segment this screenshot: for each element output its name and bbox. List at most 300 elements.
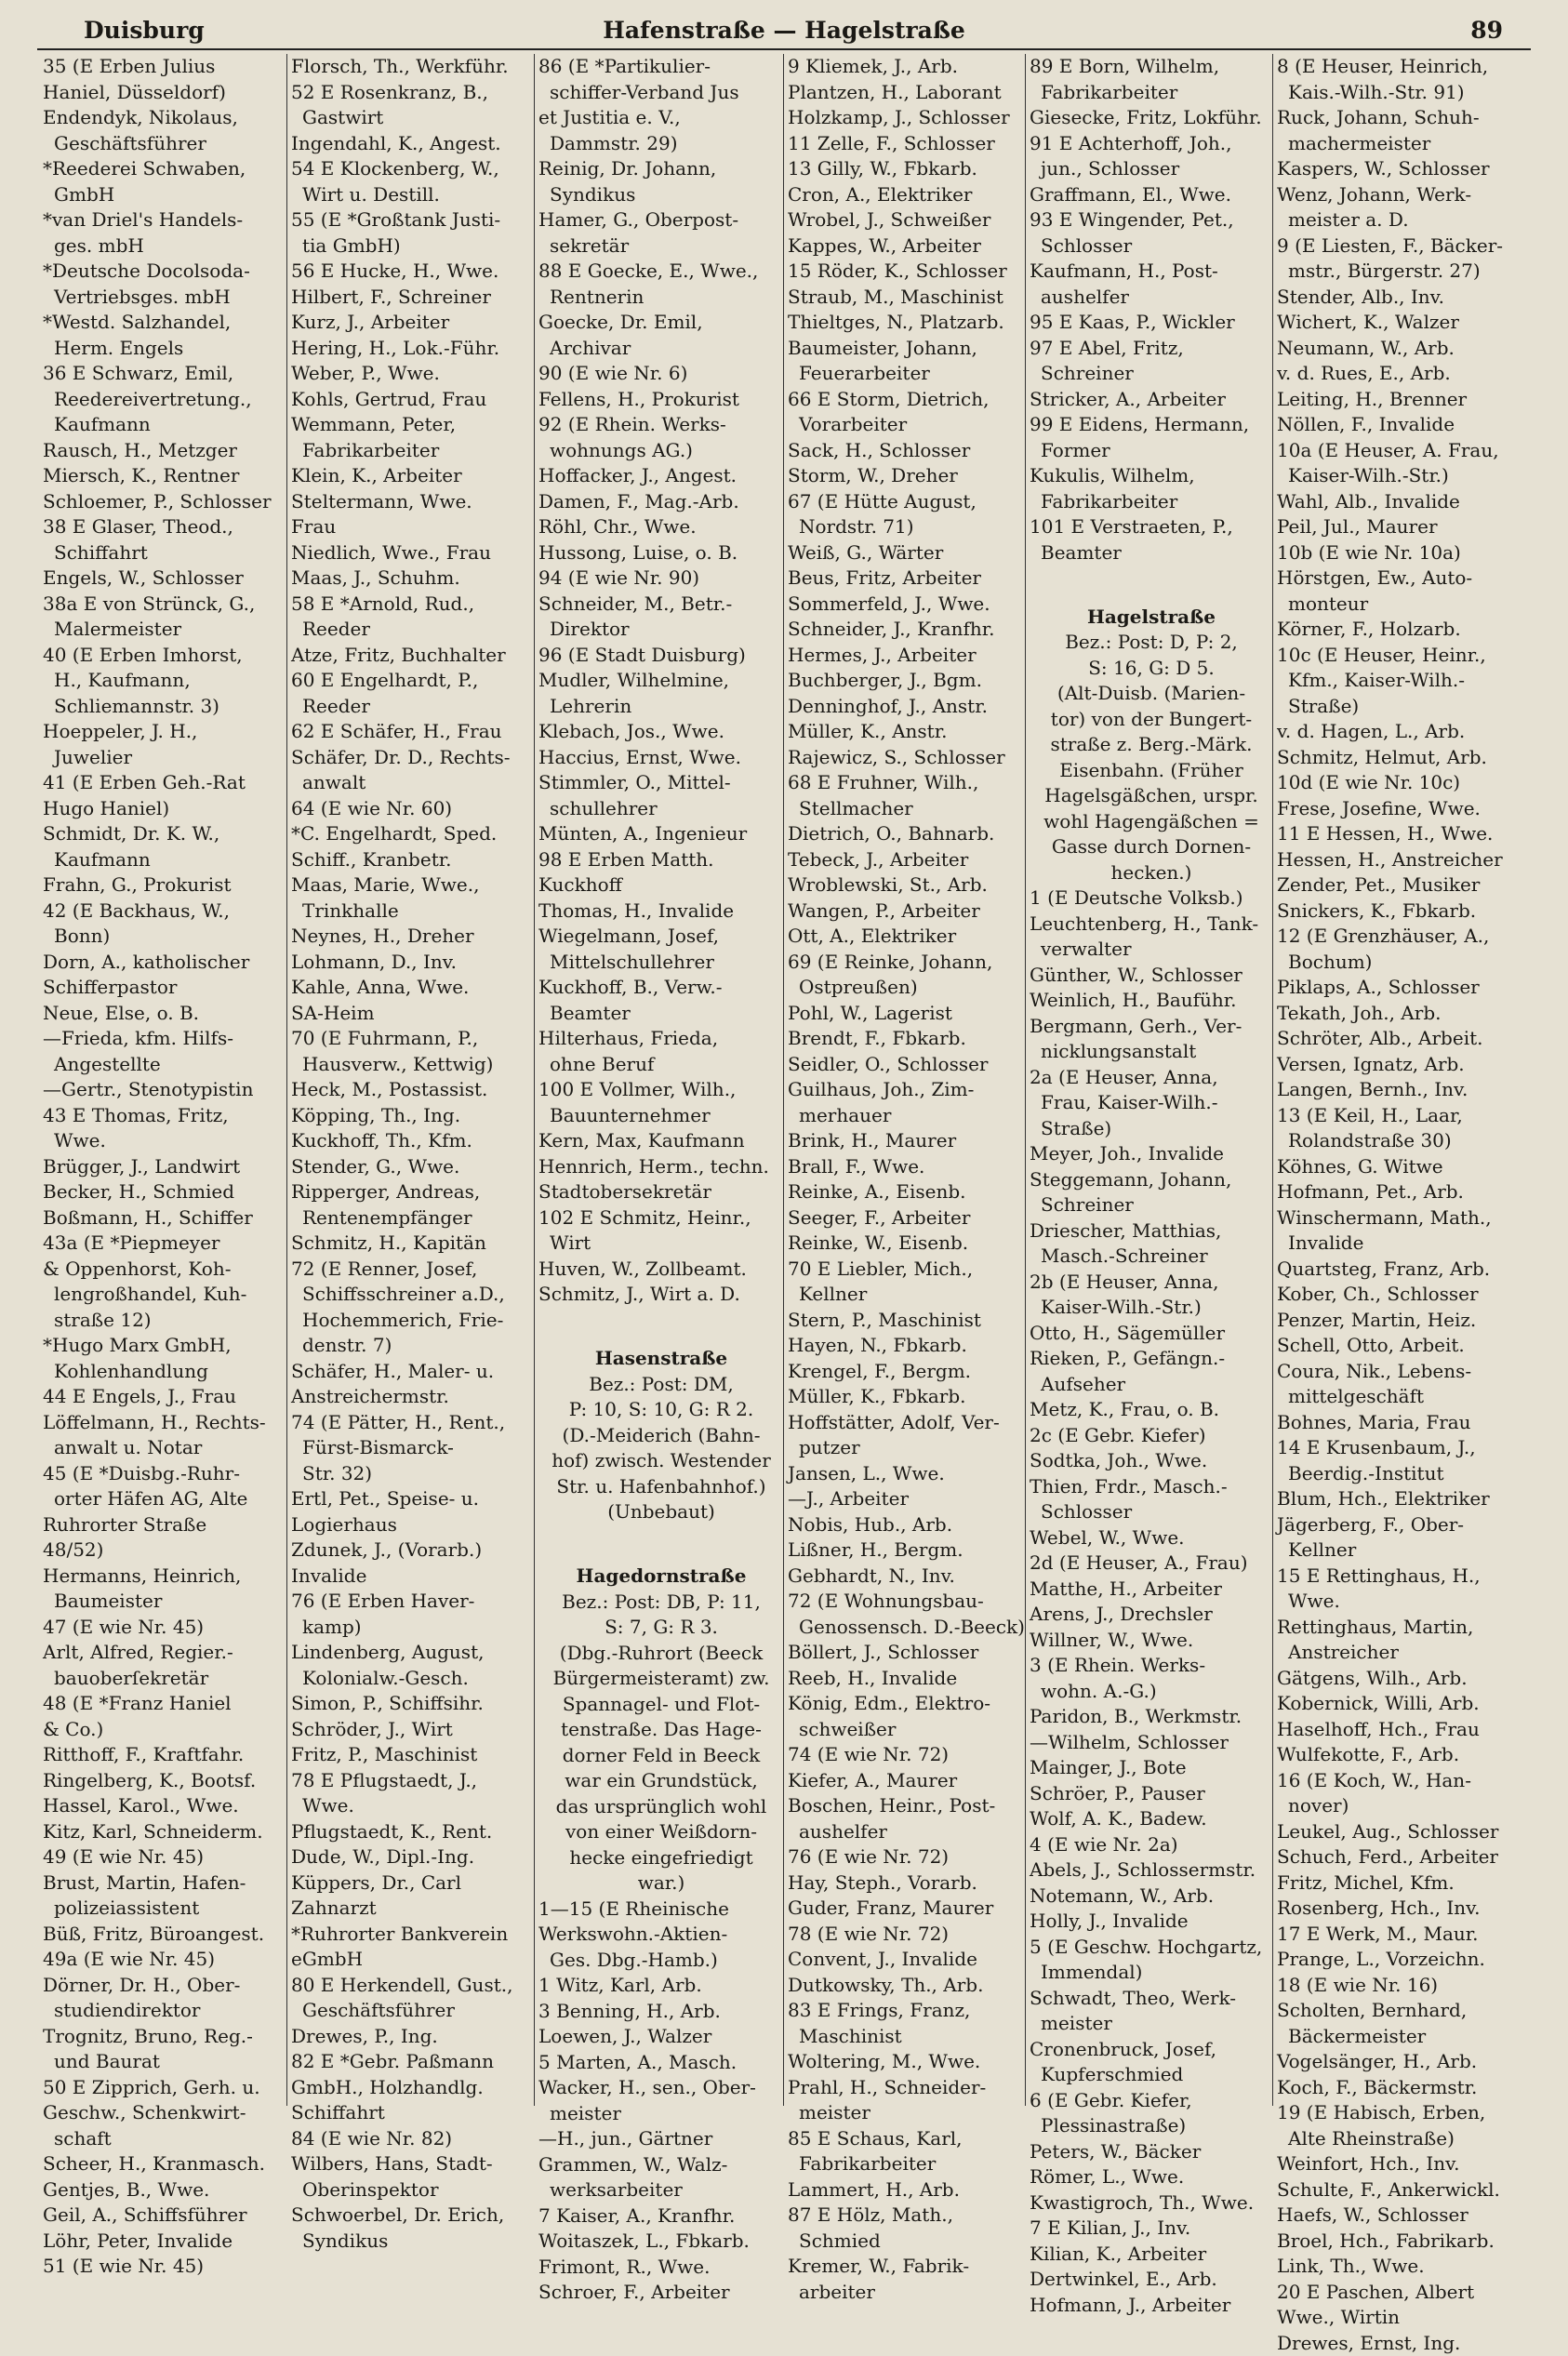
directory-entry: 47 (E wie Nr. 45)	[39, 1615, 286, 1641]
directory-entry: Frau, Kaiser-Wilh.-	[1026, 1090, 1273, 1116]
directory-entry: Grammen, W., Walz-	[535, 2152, 784, 2178]
directory-entry: *Reederei Schwaben,	[39, 156, 286, 182]
directory-entry: Rausch, H., Metzger	[39, 438, 286, 464]
directory-entry: Werkswohn.-Aktien-	[535, 1922, 784, 1948]
directory-entry: 94 (E wie Nr. 90)	[535, 566, 784, 592]
directory-entry: 2a (E Heuser, Anna,	[1026, 1065, 1273, 1091]
directory-entry: 10c (E Heuser, Heinr.,	[1273, 643, 1528, 669]
directory-entry: Willner, W., Wwe.	[1026, 1628, 1273, 1654]
directory-entry: Schroer, F., Arbeiter	[535, 2280, 784, 2306]
directory-entry: Fabrikarbeiter	[1026, 489, 1273, 515]
directory-entry: Drewes, P., Ing.	[287, 2024, 535, 2050]
directory-entry: 6 (E Gebr. Kiefer,	[1026, 2088, 1273, 2114]
directory-entry: 93 E Wingender, Pet.,	[1026, 207, 1273, 233]
street-description: Bürgermeisteramt) zw.	[535, 1666, 784, 1692]
spacer	[1026, 566, 1273, 592]
street-description: war.)	[535, 1870, 784, 1897]
directory-entry: —J., Arbeiter	[784, 1486, 1026, 1512]
directory-entry: Straße)	[1273, 694, 1528, 720]
directory-entry: 62 E Schäfer, H., Frau	[287, 719, 535, 745]
street-description: Gasse durch Dornen-	[1026, 834, 1273, 860]
directory-entry: Reinke, W., Eisenb.	[784, 1231, 1026, 1257]
directory-entry: Wwe.	[287, 1793, 535, 1819]
directory-entry: 102 E Schmitz, Heinr.,	[535, 1205, 784, 1231]
directory-entry: 10a (E Heuser, A. Frau,	[1273, 438, 1528, 464]
directory-entry: Dertwinkel, E., Arb.	[1026, 2267, 1273, 2293]
directory-entry: 78 E Pflugstaedt, J.,	[287, 1768, 535, 1794]
directory-entry: Scheer, H., Kranmasch.	[39, 2151, 286, 2177]
directory-entry: Wroblewski, St., Arb.	[784, 872, 1026, 898]
directory-entry: Hassel, Karol., Wwe.	[39, 1793, 286, 1819]
directory-entry: —Gertr., Stenotypistin	[39, 1077, 286, 1103]
directory-entry: König, Edm., Elektro-	[784, 1691, 1026, 1717]
directory-entry: Fabrikarbeiter	[1026, 80, 1273, 106]
directory-entry: Kober, Ch., Schlosser	[1273, 1282, 1528, 1308]
directory-entry: Notemann, W., Arb.	[1026, 1883, 1273, 1910]
directory-entry: Schiffsschreiner a.D.,	[287, 1282, 535, 1308]
directory-entry: 17 E Werk, M., Maur.	[1273, 1922, 1528, 1948]
directory-entry: Sodtka, Joh., Wwe.	[1026, 1448, 1273, 1474]
directory-entry: 70 E Liebler, Mich.,	[784, 1257, 1026, 1283]
directory-entry: Dorn, A., katholischer	[39, 950, 286, 976]
directory-entry: Beamter	[535, 1001, 784, 1027]
directory-entry: Leiting, H., Brenner	[1273, 387, 1528, 413]
directory-entry: Kais.-Wilh.-Str. 91)	[1273, 80, 1528, 106]
directory-entry: 83 E Frings, Franz,	[784, 1998, 1026, 2024]
directory-entry: 48 (E *Franz Haniel	[39, 1691, 286, 1717]
street-description: (Dbg.-Ruhrort (Beeck	[535, 1641, 784, 1667]
directory-entry: Steltermann, Wwe.	[287, 489, 535, 515]
directory-entry: Geil, A., Schiffsführer	[39, 2203, 286, 2229]
street-description: Bez.: Post: D, P: 2,	[1026, 630, 1273, 656]
directory-entry: 15 Röder, K., Schlosser	[784, 259, 1026, 285]
directory-entry: Schiffahrt	[287, 2100, 535, 2126]
street-description: Bez.: Post: DB, P: 11,	[535, 1590, 784, 1616]
directory-entry: 74 (E Pätter, H., Rent.,	[287, 1410, 535, 1436]
directory-entry: werksarbeiter	[535, 2177, 784, 2203]
directory-entry: Drewes, Ernst, Ing.	[1273, 2331, 1528, 2356]
page-number: 89	[1470, 17, 1503, 44]
directory-entry: Maschinist	[784, 2024, 1026, 2050]
directory-entry: 92 (E Rhein. Werks-	[535, 412, 784, 438]
directory-entry: Anstreicher	[1273, 1640, 1528, 1666]
directory-entry: Hamer, G., Oberpost-	[535, 207, 784, 233]
directory-entry: 41 (E Erben Geh.-Rat	[39, 770, 286, 796]
directory-entry: 55 (E *Großtank Justi-	[287, 207, 535, 233]
directory-entry: Kuckhoff, B., Verw.-	[535, 975, 784, 1001]
directory-entry: Lohmann, D., Inv.	[287, 950, 535, 976]
street-heading: Hagedornstraße	[535, 1564, 784, 1590]
directory-entry: Schröer, P., Pauser	[1026, 1781, 1273, 1807]
directory-entry: 11 E Hessen, H., Wwe.	[1273, 821, 1528, 847]
directory-entry: sekretär	[535, 233, 784, 260]
directory-entry: Dutkowsky, Th., Arb.	[784, 1973, 1026, 1999]
directory-entry: Dude, W., Dipl.-Ing.	[287, 1844, 535, 1870]
directory-entry: 67 (E Hütte August,	[784, 489, 1026, 515]
directory-entry: Prange, L., Vorzeichn.	[1273, 1947, 1528, 1973]
directory-entry: Küppers, Dr., Carl	[287, 1870, 535, 1897]
directory-entry: Reeb, H., Invalide	[784, 1666, 1026, 1692]
directory-entry: mittelgeschäft	[1273, 1384, 1528, 1410]
directory-entry: SA-Heim	[287, 1001, 535, 1027]
directory-entry: Pohl, W., Lagerist	[784, 1001, 1026, 1027]
directory-entry: putzer	[784, 1435, 1026, 1461]
directory-entry: Ges. Dbg.-Hamb.)	[535, 1948, 784, 1974]
street-description: Str. u. Hafenbahnhof.)	[535, 1474, 784, 1500]
directory-entry: Archivar	[535, 336, 784, 362]
directory-entry: Hoeppeler, J. H.,	[39, 719, 286, 745]
directory-entry: Stimmler, O., Mittel-	[535, 770, 784, 796]
directory-entry: Büß, Fritz, Büroangest.	[39, 1922, 286, 1948]
directory-entry: 90 (E wie Nr. 6)	[535, 361, 784, 387]
directory-entry: 16 (E Koch, W., Han-	[1273, 1768, 1528, 1794]
directory-entry: Reedereivertretung.,	[39, 387, 286, 413]
directory-entry: 99 E Eidens, Hermann,	[1026, 412, 1273, 438]
street-description: Eisenbahn. (Früher	[1026, 758, 1273, 784]
directory-entry: Straub, M., Maschinist	[784, 285, 1026, 311]
directory-entry: Brügger, J., Landwirt	[39, 1154, 286, 1180]
directory-entry: v. d. Hagen, L., Arb.	[1273, 719, 1528, 745]
directory-entry: aushelfer	[1026, 285, 1273, 311]
directory-entry: Tebeck, J., Arbeiter	[784, 847, 1026, 873]
directory-entry: 8 (E Heuser, Heinrich,	[1273, 54, 1528, 80]
directory-entry: Haselhoff, Hch., Frau	[1273, 1717, 1528, 1743]
directory-entry: Schreiner	[1026, 361, 1273, 387]
directory-entry: Piklaps, A., Schlosser	[1273, 975, 1528, 1001]
directory-entry: Storm, W., Dreher	[784, 463, 1026, 489]
directory-entry: Steggemann, Johann,	[1026, 1167, 1273, 1193]
directory-entry: Leuchtenberg, H., Tank-	[1026, 912, 1273, 938]
directory-entry: Schmied	[784, 2229, 1026, 2255]
directory-entry: Rettinghaus, Martin,	[1273, 1615, 1528, 1641]
directory-entry: Baumeister, Johann,	[784, 336, 1026, 362]
directory-entry: Guder, Franz, Maurer	[784, 1896, 1026, 1922]
directory-entry: 95 E Kaas, P., Wickler	[1026, 310, 1273, 336]
directory-entry: 1 (E Deutsche Volksb.)	[1026, 885, 1273, 912]
directory-entry: 85 E Schaus, Karl,	[784, 2126, 1026, 2152]
directory-entry: Baumeister	[39, 1589, 286, 1615]
directory-entry: Wwe.	[39, 1128, 286, 1154]
directory-entry: Hofmann, J., Arbeiter	[1026, 2293, 1273, 2319]
street-description: Bez.: Post: DM,	[535, 1372, 784, 1398]
directory-entry: Kitz, Karl, Schneiderm.	[39, 1819, 286, 1845]
directory-entry: Wrobel, J., Schweißer	[784, 207, 1026, 233]
directory-entry: Holly, J., Invalide	[1026, 1909, 1273, 1935]
directory-entry: Kiefer, A., Maurer	[784, 1768, 1026, 1794]
directory-entry: Stellmacher	[784, 796, 1026, 822]
directory-entry: 43a (E *Piepmeyer	[39, 1231, 286, 1257]
directory-entry: v. d. Rues, E., Arb.	[1273, 361, 1528, 387]
directory-entry: Wemmann, Peter,	[287, 412, 535, 438]
directory-entry: 2b (E Heuser, Anna,	[1026, 1270, 1273, 1296]
directory-entry: Paridon, B., Werkmstr.	[1026, 1704, 1273, 1730]
directory-entry: *van Driel's Handels-	[39, 207, 286, 233]
page-header	[37, 13, 1531, 50]
directory-entry: anwalt u. Notar	[39, 1435, 286, 1461]
directory-entry: Klebach, Jos., Wwe.	[535, 719, 784, 745]
directory-entry: Sack, H., Schlosser	[784, 438, 1026, 464]
directory-entry: Jägerberg, F., Ober-	[1273, 1512, 1528, 1538]
directory-entry: Schäfer, Dr. D., Rechts-	[287, 745, 535, 771]
directory-entry: H., Kaufmann,	[39, 668, 286, 694]
directory-entry: meister	[535, 2101, 784, 2127]
street-description: (D.-Meiderich (Bahn-	[535, 1423, 784, 1449]
directory-entry: 5 (E Geschw. Hochgartz,	[1026, 1935, 1273, 1961]
directory-entry: wohnungs AG.)	[535, 438, 784, 464]
directory-entry: 1 Witz, Karl, Arb.	[535, 1973, 784, 1999]
directory-entry: 11 Zelle, F., Schlosser	[784, 131, 1026, 157]
directory-entry: arbeiter	[784, 2280, 1026, 2306]
street-description: (Alt-Duisb. (Marien-	[1026, 681, 1273, 707]
directory-entry: Fabrikarbeiter	[784, 2151, 1026, 2177]
directory-entry: Jansen, L., Wwe.	[784, 1461, 1026, 1487]
directory-entry: Hessen, H., Anstreicher	[1273, 847, 1528, 873]
directory-entry: 97 E Abel, Fritz,	[1026, 336, 1273, 362]
directory-entry: Haefs, W., Schlosser	[1273, 2203, 1528, 2229]
directory-entry: Str. 32)	[287, 1461, 535, 1487]
directory-entry: Hoffacker, J., Angest.	[535, 463, 784, 489]
directory-entry: Kaiser-Wilh.-Str.)	[1273, 463, 1528, 489]
directory-entry: 100 E Vollmer, Wilh.,	[535, 1077, 784, 1103]
directory-entry: Frimont, R., Wwe.	[535, 2255, 784, 2281]
directory-entry: Huven, W., Zollbeamt.	[535, 1257, 784, 1283]
directory-entry: Boßmann, H., Schiffer	[39, 1205, 286, 1231]
directory-entry: Hofmann, Pet., Arb.	[1273, 1179, 1528, 1205]
directory-entry: Stern, P., Maschinist	[784, 1308, 1026, 1334]
directory-entry: Schneider, M., Betr.-	[535, 592, 784, 618]
directory-entry: 1—15 (E Rheinische	[535, 1897, 784, 1923]
directory-entry: GmbH	[39, 182, 286, 208]
directory-entry: Beerdig.-Institut	[1273, 1461, 1528, 1487]
directory-entry: Neue, Else, o. B.	[39, 1001, 286, 1027]
directory-entry: Malermeister	[39, 617, 286, 643]
directory-entry: Geschäftsführer	[39, 131, 286, 157]
directory-entry: 45 (E *Duisbg.-Ruhr-	[39, 1461, 286, 1487]
directory-entry: 14 E Krusenbaum, J.,	[1273, 1435, 1528, 1461]
column-4	[783, 54, 1026, 2106]
directory-entry: Invalide	[1273, 1231, 1528, 1257]
directory-entry: Stadtobersekretär	[535, 1179, 784, 1205]
directory-entry: Reeder	[287, 694, 535, 720]
directory-entry: Aufseher	[1026, 1372, 1273, 1398]
directory-entry: anwalt	[287, 770, 535, 796]
directory-entry: Blum, Hch., Elektriker	[1273, 1486, 1528, 1512]
directory-entry: Loewen, J., Walzer	[535, 2024, 784, 2050]
directory-entry: merhauer	[784, 1103, 1026, 1129]
directory-entry: Rentnerin	[535, 285, 784, 311]
street-description: wohl Hagengäßchen =	[1026, 809, 1273, 835]
directory-entry: Kremer, W., Fabrik-	[784, 2254, 1026, 2280]
directory-entry: bauoberſekretär	[39, 1666, 286, 1692]
street-description: S: 16, G: D 5.	[1026, 656, 1273, 682]
directory-entry: Penzer, Martin, Heiz.	[1273, 1308, 1528, 1334]
directory-entry: orter Häfen AG, Alte	[39, 1486, 286, 1512]
directory-entry: 9 Kliemek, J., Arb.	[784, 54, 1026, 80]
directory-entry: Zahnarzt	[287, 1896, 535, 1922]
directory-entry: Vorarbeiter	[784, 412, 1026, 438]
directory-entry: 54 E Klockenberg, W.,	[287, 156, 535, 182]
street-description: S: 7, G: R 3.	[535, 1615, 784, 1641]
directory-entry: *Ruhrorter Bankverein	[287, 1922, 535, 1948]
directory-entry: Fürst-Bismarck-	[287, 1435, 535, 1461]
directory-entry: Direktor	[535, 617, 784, 643]
directory-entry: lengroßhandel, Kuh-	[39, 1282, 286, 1308]
directory-entry: Günther, W., Schlosser	[1026, 963, 1273, 989]
directory-entry: Feuerarbeiter	[784, 361, 1026, 387]
directory-entry: tia GmbH)	[287, 233, 535, 260]
directory-entry: 4 (E wie Nr. 2a)	[1026, 1832, 1273, 1858]
directory-entry: Schwoerbel, Dr. Erich,	[287, 2203, 535, 2229]
directory-entry: Bohnes, Maria, Frau	[1273, 1410, 1528, 1436]
directory-entry: et Justitia e. V.,	[535, 105, 784, 131]
directory-entry: 10b (E wie Nr. 10a)	[1273, 540, 1528, 566]
directory-entry: 82 E *Gebr. Paßmann	[287, 2049, 535, 2075]
directory-entry: Klein, K., Arbeiter	[287, 463, 535, 489]
directory-entry: Mudler, Wilhelmine,	[535, 668, 784, 694]
street-description: Hagelsgäßchen, urspr.	[1026, 783, 1273, 809]
directory-entry: Former	[1026, 438, 1273, 464]
directory-entry: Hering, H., Lok.-Führ.	[287, 336, 535, 362]
directory-entry: Krengel, F., Bergm.	[784, 1359, 1026, 1385]
directory-entry: Kaspers, W., Schlosser	[1273, 156, 1528, 182]
street-description: hecke eingefriedigt	[535, 1845, 784, 1871]
directory-entry: 96 (E Stadt Duisburg)	[535, 643, 784, 669]
directory-entry: aushelfer	[784, 1819, 1026, 1845]
directory-entry: nover)	[1273, 1793, 1528, 1819]
directory-entry: Lammert, H., Arb.	[784, 2177, 1026, 2203]
directory-entry: Seeger, F., Arbeiter	[784, 1205, 1026, 1231]
directory-entry: Schäfer, H., Maler- u.	[287, 1359, 535, 1385]
directory-entry: 101 E Verstraeten, P.,	[1026, 514, 1273, 540]
directory-entry: kamp)	[287, 1615, 535, 1641]
directory-entry: Reeder	[287, 617, 535, 643]
directory-entry: 60 E Engelhardt, P.,	[287, 668, 535, 694]
directory-entry: Matthe, H., Arbeiter	[1026, 1577, 1273, 1603]
directory-entry: Trinkhalle	[287, 898, 535, 925]
directory-entry: Schlosser	[1026, 233, 1273, 260]
directory-entry: Wilbers, Hans, Stadt-	[287, 2151, 535, 2177]
directory-entry: *C. Engelhardt, Sped.	[287, 821, 535, 847]
directory-entry: Zender, Pet., Musiker	[1273, 872, 1528, 898]
directory-entry: Schloemer, P., Schlosser	[39, 489, 286, 515]
directory-entry: Römer, L., Wwe.	[1026, 2164, 1273, 2190]
directory-entry: Lindenberg, August,	[287, 1640, 535, 1666]
directory-entry: Kappes, W., Arbeiter	[784, 233, 1026, 260]
directory-entry: 38 E Glaser, Theod.,	[39, 514, 286, 540]
directory-entry: Kahle, Anna, Wwe.	[287, 975, 535, 1001]
column-2	[286, 54, 535, 2106]
directory-entry: Frese, Josefine, Wwe.	[1273, 796, 1528, 822]
directory-entry: Wacker, H., sen., Ober-	[535, 2075, 784, 2101]
directory-entry: Rolandstraße 30)	[1273, 1128, 1528, 1154]
directory-entry: Schmitz, H., Kapitän	[287, 1231, 535, 1257]
directory-entry: —Wilhelm, Schlosser	[1026, 1730, 1273, 1756]
directory-entry: Winschermann, Math.,	[1273, 1205, 1528, 1231]
directory-entry: Löffelmann, H., Rechts-	[39, 1410, 286, 1436]
directory-entry: eGmbH	[287, 1947, 535, 1973]
column-3	[534, 54, 784, 2106]
directory-entry: Atze, Fritz, Buchhalter	[287, 643, 535, 669]
directory-entry: 49a (E wie Nr. 45)	[39, 1947, 286, 1973]
directory-entry: Coura, Nik., Lebens-	[1273, 1359, 1528, 1385]
directory-entry: Logierhaus	[287, 1512, 535, 1538]
directory-entry: Ertl, Pet., Speise- u.	[287, 1486, 535, 1512]
directory-entry: 5 Marten, A., Masch.	[535, 2050, 784, 2076]
directory-entry: Damen, F., Mag.-Arb.	[535, 489, 784, 515]
directory-entry: Wenz, Johann, Werk-	[1273, 182, 1528, 208]
directory-entry: Weiß, G., Wärter	[784, 540, 1026, 566]
directory-entry: Frau	[287, 514, 535, 540]
directory-entry: Weinlich, H., Bauführ.	[1026, 988, 1273, 1014]
street-description: Spannagel- und Flot-	[535, 1692, 784, 1718]
directory-entry: Kuckhoff, Th., Kfm.	[287, 1128, 535, 1154]
directory-entry: 76 (E Erben Haver-	[287, 1589, 535, 1615]
directory-entry: Kolonialw.-Gesch.	[287, 1666, 535, 1692]
directory-entry: 58 E *Arnold, Rud.,	[287, 592, 535, 618]
directory-entry: 74 (E wie Nr. 72)	[784, 1742, 1026, 1768]
directory-entry: Prahl, H., Schneider-	[784, 2075, 1026, 2101]
directory-entry: 56 E Hucke, H., Wwe.	[287, 259, 535, 285]
directory-entry: Tekath, Joh., Arb.	[1273, 1001, 1528, 1027]
directory-entry: 52 E Rosenkranz, B.,	[287, 80, 535, 106]
street-description: dorner Feld in Beeck	[535, 1743, 784, 1769]
directory-entry: GmbH., Holzhandlg.	[287, 2075, 535, 2101]
directory-entry: Frahn, G., Prokurist	[39, 872, 286, 898]
directory-entry: Reinke, A., Eisenb.	[784, 1179, 1026, 1205]
directory-entry: Kellner	[784, 1282, 1026, 1308]
directory-entry: Ostpreußen)	[784, 975, 1026, 1001]
directory-entry: Arlt, Alfred, Regier.-	[39, 1640, 286, 1666]
directory-entry: Brall, F., Wwe.	[784, 1154, 1026, 1180]
directory-entry: Nöllen, F., Invalide	[1273, 412, 1528, 438]
directory-entry: Straße)	[1026, 1116, 1273, 1142]
directory-entry: Versen, Ignatz, Arb.	[1273, 1052, 1528, 1078]
directory-entry: 69 (E Reinke, Johann,	[784, 950, 1026, 976]
directory-entry: Maas, J., Schuhm.	[287, 566, 535, 592]
directory-entry: 13 (E Keil, H., Laar,	[1273, 1103, 1528, 1129]
directory-entry: Simon, P., Schiffsihr.	[287, 1691, 535, 1717]
directory-entry: Thomas, H., Invalide	[535, 898, 784, 925]
directory-entry: Vertriebsges. mbH	[39, 285, 286, 311]
directory-entry: 43 E Thomas, Fritz,	[39, 1103, 286, 1129]
directory-entry: Hörstgen, Ew., Auto-	[1273, 566, 1528, 592]
street-description: das ursprünglich wohl	[535, 1794, 784, 1820]
directory-entry: Wwe.	[1273, 1589, 1528, 1615]
directory-entry: Miersch, K., Rentner	[39, 463, 286, 489]
directory-entry: 3 Benning, H., Arb.	[535, 1999, 784, 2025]
directory-entry: Langen, Bernh., Inv.	[1273, 1077, 1528, 1103]
directory-entry: Gentjes, B., Wwe.	[39, 2177, 286, 2203]
directory-entry: Schiffahrt	[39, 540, 286, 566]
directory-entry: Kwastigroch, Th., Wwe.	[1026, 2190, 1273, 2216]
directory-entry: Schlosser	[1026, 1499, 1273, 1525]
directory-entry: meister	[1026, 2011, 1273, 2037]
directory-entry: Abels, J., Schlossermstr.	[1026, 1857, 1273, 1883]
directory-entry: Thieltges, N., Platzarb.	[784, 310, 1026, 336]
spacer	[535, 1308, 784, 1334]
directory-entry: Schröder, J., Wirt	[287, 1717, 535, 1743]
directory-entry: Rosenberg, Hch., Inv.	[1273, 1896, 1528, 1922]
directory-entry: Rentenempfänger	[287, 1205, 535, 1231]
directory-entry: Scholten, Bernhard,	[1273, 1998, 1528, 2024]
directory-entry: Dammstr. 29)	[535, 131, 784, 157]
directory-entry: Mainger, J., Bote	[1026, 1755, 1273, 1781]
directory-entry: Schneider, J., Kranfhr.	[784, 617, 1026, 643]
directory-entry: Böllert, J., Schlosser	[784, 1640, 1026, 1666]
directory-entry: jun., Schlosser	[1026, 156, 1273, 182]
street-description: war ein Grundstück,	[535, 1768, 784, 1794]
directory-entry: Körner, F., Holzarb.	[1273, 617, 1528, 643]
